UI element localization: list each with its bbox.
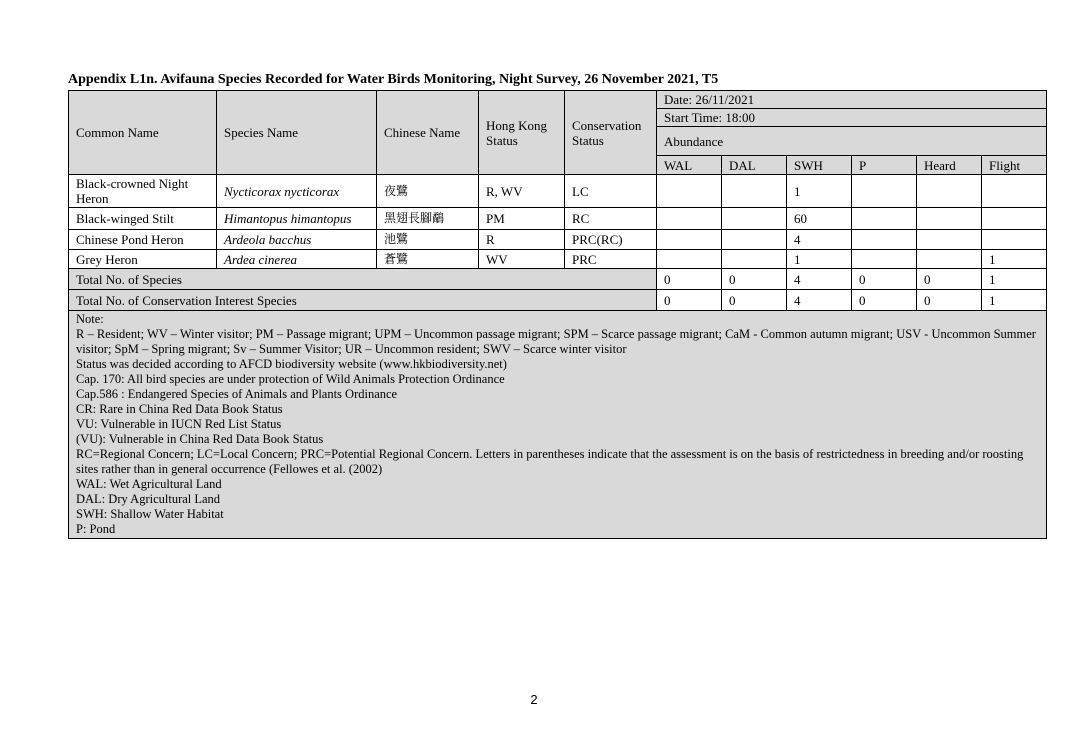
header-start-time: Start Time: 18:00 — [657, 109, 1047, 127]
header-flight: Flight — [982, 156, 1047, 175]
table-row — [69, 230, 1047, 250]
header-chinese-name: Chinese Name — [377, 91, 479, 175]
count-p — [852, 250, 917, 269]
count-heard — [917, 208, 982, 230]
count-flight — [982, 175, 1047, 208]
count-p — [852, 208, 917, 230]
count-swh: 60 — [787, 208, 852, 230]
total-cons-heard: 0 — [917, 290, 982, 311]
header-wal: WAL — [657, 156, 722, 175]
notes-row — [69, 311, 1047, 539]
header-common-name: Common Name — [69, 91, 217, 175]
note-status-codes: R – Resident; WV – Winter visitor; PM – Passage migrant; UPM – Uncommon passage migrant; SPM – Scarce passage migrant; CaM - Common autumn migrant; USV - Uncommon Summer visitor; SpM – Spring migrant; Sv – Summer Visitor; UR – Uncommon resident; SWV – Scarce winter visitor — [76, 327, 1036, 356]
total-cons-wal: 0 — [657, 290, 722, 311]
note-dal: DAL: Dry Agricultural Land — [76, 492, 221, 506]
count-flight: 1 — [982, 250, 1047, 269]
note-cap586: Cap.586 : Endangered Species of Animals and Plants Ordinance — [76, 387, 398, 401]
count-p — [852, 230, 917, 250]
conservation-status: PRC — [565, 250, 657, 269]
note-cap170: Cap. 170: All bird species are under protection of Wild Animals Protection Ordinance — [76, 372, 505, 386]
header-conservation-status: Conservation Status — [565, 91, 657, 175]
note-p: P: Pond — [76, 522, 116, 536]
count-dal — [722, 250, 787, 269]
count-heard — [917, 175, 982, 208]
count-dal — [722, 208, 787, 230]
header-row-1 — [69, 91, 1047, 109]
notes-cell — [69, 311, 1047, 539]
header-species-name: Species Name — [217, 91, 377, 175]
total-species-label: Total No. of Species — [69, 269, 657, 290]
count-heard — [917, 250, 982, 269]
note-wal: WAL: Wet Agricultural Land — [76, 477, 222, 491]
species-name: Himantopus himantopus — [217, 208, 377, 230]
total-swh: 4 — [787, 269, 852, 290]
header-dal: DAL — [722, 156, 787, 175]
hk-status: PM — [479, 208, 565, 230]
species-name: Nycticorax nycticorax — [217, 175, 377, 208]
header-hk-status: Hong Kong Status — [479, 91, 565, 175]
header-date: Date: 26/11/2021 — [657, 91, 1047, 109]
count-wal — [657, 230, 722, 250]
total-dal: 0 — [722, 269, 787, 290]
header-p: P — [852, 156, 917, 175]
common-name: Black-crowned Night Heron — [69, 175, 217, 208]
header-abundance: Abundance — [657, 127, 1047, 156]
total-cons-dal: 0 — [722, 290, 787, 311]
species-name: Ardea cinerea — [217, 250, 377, 269]
chinese-name: 黑翅長腳鷸 — [377, 208, 479, 230]
note-afcd: Status was decided according to AFCD biodiversity website (www.hkbiodiversity.net) — [76, 357, 507, 371]
note-cr: CR: Rare in China Red Data Book Status — [76, 402, 283, 416]
total-p: 0 — [852, 269, 917, 290]
species-table — [68, 90, 1047, 539]
common-name: Chinese Pond Heron — [69, 230, 217, 250]
note-heading: Note: — [76, 312, 104, 326]
total-conservation-row — [69, 290, 1047, 311]
count-dal — [722, 230, 787, 250]
hk-status: R — [479, 230, 565, 250]
count-swh: 1 — [787, 250, 852, 269]
page-number: 2 — [530, 692, 538, 707]
conservation-status: PRC(RC) — [565, 230, 657, 250]
header-swh: SWH — [787, 156, 852, 175]
count-p — [852, 175, 917, 208]
count-swh: 1 — [787, 175, 852, 208]
appendix-title: Appendix L1n. Avifauna Species Recorded for Water Birds Monitoring, Night Survey, 26 November 2021, T5 — [68, 72, 719, 87]
total-heard: 0 — [917, 269, 982, 290]
hk-status: R, WV — [479, 175, 565, 208]
table-row — [69, 175, 1047, 208]
total-wal: 0 — [657, 269, 722, 290]
common-name: Black-winged Stilt — [69, 208, 217, 230]
count-wal — [657, 175, 722, 208]
note-swh: SWH: Shallow Water Habitat — [76, 507, 224, 521]
note-concern: RC=Regional Concern; LC=Local Concern; PRC=Potential Regional Concern. Letters in parentheses indicate that the assessment is on the basis of restrictedness in breeding and/or roosting sites rather than in general occurrence (Fellowes et al. (2002) — [76, 447, 1024, 476]
chinese-name: 池鷺 — [377, 230, 479, 250]
table-row — [69, 250, 1047, 269]
chinese-name: 蒼鷺 — [377, 250, 479, 269]
count-flight — [982, 208, 1047, 230]
conservation-status: RC — [565, 208, 657, 230]
note-vu-iucn: VU: Vulnerable in IUCN Red List Status — [76, 417, 282, 431]
species-name: Ardeola bacchus — [217, 230, 377, 250]
table-row — [69, 208, 1047, 230]
header-heard: Heard — [917, 156, 982, 175]
total-conservation-label: Total No. of Conservation Interest Species — [69, 290, 657, 311]
chinese-name: 夜鷺 — [377, 175, 479, 208]
total-species-row — [69, 269, 1047, 290]
total-flight: 1 — [982, 269, 1047, 290]
conservation-status: LC — [565, 175, 657, 208]
count-flight — [982, 230, 1047, 250]
note-vu-china: (VU): Vulnerable in China Red Data Book Status — [76, 432, 324, 446]
total-cons-p: 0 — [852, 290, 917, 311]
common-name: Grey Heron — [69, 250, 217, 269]
count-heard — [917, 230, 982, 250]
total-cons-flight: 1 — [982, 290, 1047, 311]
count-swh: 4 — [787, 230, 852, 250]
hk-status: WV — [479, 250, 565, 269]
count-dal — [722, 175, 787, 208]
count-wal — [657, 208, 722, 230]
count-wal — [657, 250, 722, 269]
total-cons-swh: 4 — [787, 290, 852, 311]
